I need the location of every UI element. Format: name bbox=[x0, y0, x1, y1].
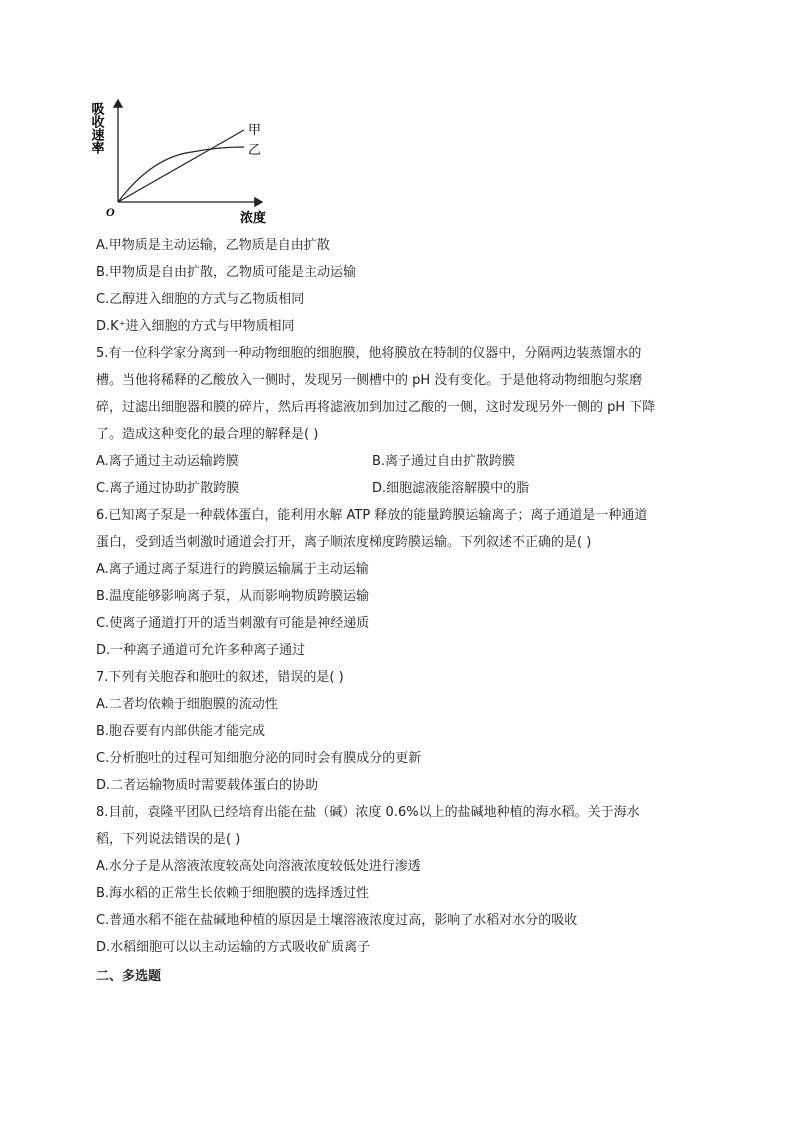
q5-option-d: D.细胞滤液能溶解膜中的脂 bbox=[372, 481, 530, 496]
q6-option-d: D.一种离子通道可允许多种离子通过 bbox=[96, 643, 306, 658]
q8-stem-line: 稻，下列说法错误的是( ) bbox=[96, 832, 241, 847]
curve-yi bbox=[118, 147, 244, 202]
question-content bbox=[96, 232, 706, 990]
q6-option-a: A.离子通过离子泵进行的跨膜运输属于主动运输 bbox=[96, 562, 369, 577]
q4-option-b: B.甲物质是自由扩散，乙物质可能是主动运输 bbox=[96, 265, 357, 280]
q8-option-b: B.海水稻的正常生长依赖于细胞膜的选择透过性 bbox=[96, 886, 370, 901]
curve-jia bbox=[118, 130, 244, 202]
graph-svg bbox=[88, 92, 282, 228]
section-heading: 二、多选题 bbox=[96, 969, 162, 984]
q7-stem-line: 7.下列有关胞吞和胞吐的叙述，错误的是( ) bbox=[96, 670, 344, 685]
q6-stem-line: 6.已知离子泵是一种载体蛋白，能利用水解 ATP 释放的能量跨膜运输离子；离子通道是一种通道 bbox=[96, 508, 648, 523]
q6-stem-line: 蛋白，受到适当刺激时通道会打开，离子顺浓度梯度跨膜运输。下列叙述不正确的是( ) bbox=[96, 535, 592, 550]
q8-option-c: C.普通水稻不能在盐碱地种植的原因是土壤溶液浓度过高，影响了水稻对水分的吸收 bbox=[96, 913, 578, 928]
q6-option-b: B.温度能够影响离子泵，从而影响物质跨膜运输 bbox=[96, 589, 370, 604]
q7-option-a: A.二者均依赖于细胞膜的流动性 bbox=[96, 697, 278, 712]
q4-option-a: A.甲物质是主动运输，乙物质是自由扩散 bbox=[96, 238, 330, 253]
absorption-rate-graph bbox=[88, 92, 282, 228]
q5-stem-line: 了。造成这种变化的最合理的解释是( ) bbox=[96, 427, 319, 442]
q7-option-d: D.二者运输物质时需要载体蛋白的协助 bbox=[96, 778, 319, 793]
y-axis-label: 吸收速率 bbox=[88, 102, 104, 154]
q5-stem-line: 5.有一位科学家分离到一种动物细胞的细胞膜，他将膜放在特制的仪器中，分隔两边装蒸馏水的 bbox=[96, 346, 642, 361]
q4-option-d: D.K⁺进入细胞的方式与甲物质相同 bbox=[96, 319, 295, 334]
q6-option-c: C.使离子通道打开的适当刺激有可能是神经递质 bbox=[96, 616, 370, 631]
q5-options-row bbox=[96, 448, 706, 475]
curve-label-yi: 乙 bbox=[248, 143, 262, 158]
q8-option-d: D.水稻细胞可以以主动运输的方式吸收矿质离子 bbox=[96, 940, 371, 955]
q5-options-row bbox=[96, 475, 706, 502]
curve-label-jia: 甲 bbox=[248, 123, 262, 138]
q5-option-a: A.离子通过主动运输跨膜 bbox=[96, 454, 239, 469]
q7-option-c: C.分析胞吐的过程可知细胞分泌的同时会有膜成分的更新 bbox=[96, 751, 422, 766]
q4-option-c: C.乙醇进入细胞的方式与乙物质相同 bbox=[96, 292, 305, 307]
q5-option-c: C.离子通过协助扩散跨膜 bbox=[96, 481, 240, 496]
q8-stem-line: 8.目前，袁隆平团队已经培育出能在盐（碱）浓度 0.6%以上的盐碱地种植的海水稻。关于海水 bbox=[96, 805, 640, 820]
q7-option-b: B.胞吞要有内部供能才能完成 bbox=[96, 724, 266, 739]
x-axis-label: 浓度 bbox=[240, 211, 267, 226]
q5-option-b: B.离子通过自由扩散跨膜 bbox=[372, 454, 516, 469]
q5-stem-line: 槽。当他将稀释的乙酸放入一侧时，发现另一侧槽中的 pH 没有变化。于是他将动物细胞匀浆磨 bbox=[96, 373, 643, 388]
q8-option-a: A.水分子是从溶液浓度较高处向溶液浓度较低处进行渗透 bbox=[96, 859, 421, 874]
q5-stem-line: 碎，过滤出细胞器和膜的碎片，然后再将滤液加到加过乙酸的一侧，这时发现另外一侧的 pH 下降 bbox=[96, 400, 656, 415]
origin-label: O bbox=[106, 205, 115, 219]
